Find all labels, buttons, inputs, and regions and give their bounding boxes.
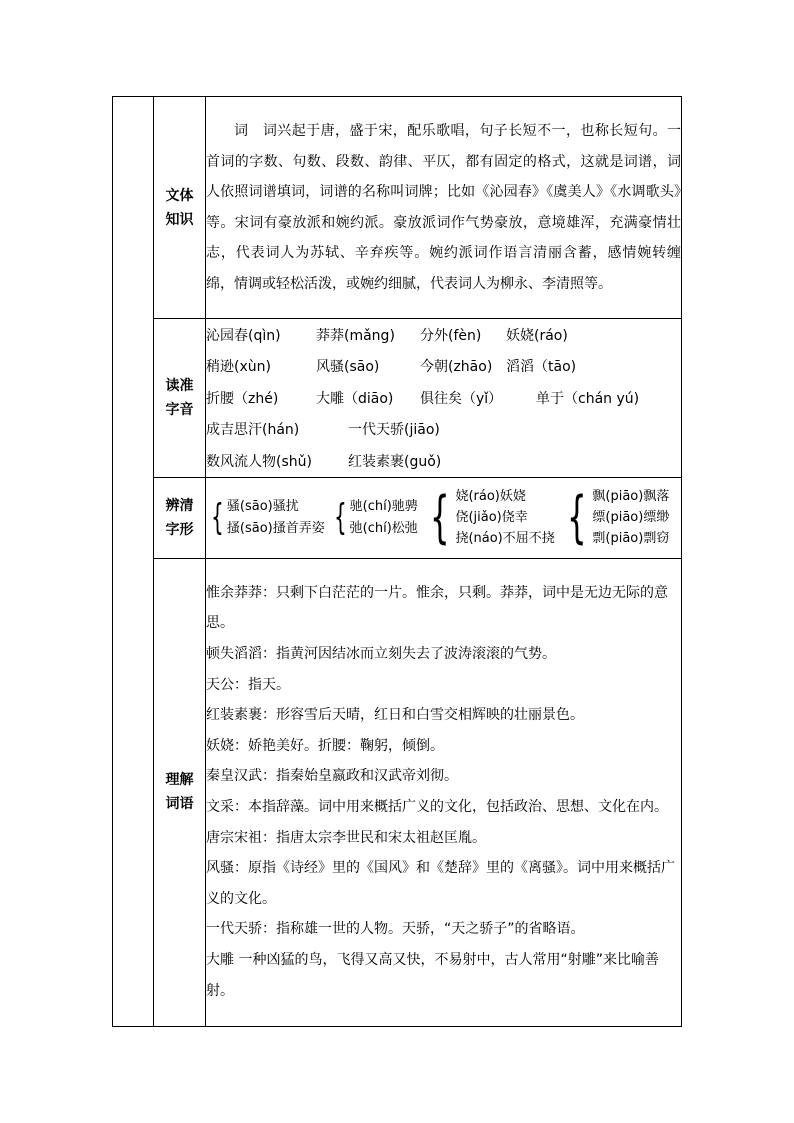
- left-brace-icon: {: [333, 496, 347, 538]
- glyph-group: [559, 486, 670, 549]
- glyph-item: 挠(náo)不屈不挠: [455, 531, 555, 546]
- glyph-group: [329, 496, 418, 540]
- definition-entry: 秦皇汉武：指秦始皇嬴政和汉武帝刘彻。: [206, 768, 458, 785]
- glyph-item: 侥(jiǎo)侥幸: [455, 510, 528, 525]
- pron-item: 风骚(sāo): [316, 359, 380, 376]
- heading-line: 理解: [165, 772, 194, 788]
- definition-entry: 大雕 一种凶猛的鸟，飞得又高又快，不易射中，古人常用“射雕”来比喻善射。: [206, 951, 659, 999]
- left-brace-icon: {: [429, 484, 450, 550]
- definition-entry: 妖娆：娇艳美好。折腰：鞠躬，倾倒。: [206, 737, 444, 754]
- heading-line: 读准: [165, 377, 194, 394]
- pron-item: 妖娆(ráo): [506, 327, 568, 344]
- pron-item: 大雕（diāo): [316, 390, 394, 407]
- margin-column: [113, 97, 154, 1027]
- heading-line: 知识: [165, 211, 194, 228]
- pron-item: 分外(fèn): [420, 327, 482, 344]
- pron-item: 单于（chán yú): [536, 390, 640, 407]
- glyph-cell: [206, 477, 682, 558]
- definition-entry: 文采：本指辞藻。词中用来概括广义的文化，包括政治、思想、文化在内。: [206, 799, 668, 815]
- glyph-item: 驰(chí)驰骋: [349, 498, 418, 514]
- pron-line: [206, 382, 681, 414]
- definition-entry: 惟余莽莽：只剩下白茫茫的一片。惟余，只剩。莽莽，词中是无边无际的意思。: [206, 584, 668, 632]
- pronunciation-cell: [206, 319, 682, 478]
- pron-item: 折腰（zhé): [206, 390, 279, 407]
- definition-entry: 唐宗宋祖：指唐太宗李世民和宋太祖赵匡胤。: [206, 829, 486, 846]
- glyph-item: 剽(piāo)剽窃: [592, 531, 670, 546]
- glyph-item: 弛(chí)松弛: [349, 520, 418, 536]
- heading-line: 词语: [165, 796, 194, 812]
- definition-entry: 红装素裹：形容雪后天晴，红日和白雪交相辉映的壮丽景色。: [206, 707, 584, 724]
- glyph-item: 骚(sāo)骚扰: [226, 498, 299, 514]
- pron-item: 数风流人物(shǔ): [206, 453, 312, 470]
- study-table: [112, 96, 682, 1027]
- pron-item: 俱往矣（yǐ）: [420, 390, 503, 407]
- heading-line: 文体: [165, 187, 194, 204]
- glyph-item: 搔(sāo)搔首弄姿: [226, 520, 325, 536]
- left-brace-icon: {: [566, 484, 587, 550]
- left-brace-icon: {: [211, 496, 224, 538]
- pron-line: [206, 414, 681, 446]
- vocabulary-cell: [206, 558, 682, 1026]
- glyph-group: [206, 496, 325, 540]
- pron-item: 红装素裹(guǒ): [348, 453, 442, 470]
- pron-line: [206, 351, 681, 383]
- definition-entry: 一代天骄：指称雄一世的人物。天骄，“天之骄子”的省略语。: [206, 921, 585, 938]
- glyph-item: 飘(piāo)飘落: [592, 489, 670, 504]
- row-heading: [154, 319, 206, 478]
- glyph-group: [422, 486, 555, 549]
- definition-entry: 风骚：原指《诗经》里的《国风》和《楚辞》里的《离骚》。词中用来概括广义的文化。: [206, 860, 675, 907]
- glyph-item: 娆(ráo)妖娆: [455, 489, 526, 504]
- row-heading: [154, 477, 206, 558]
- pron-item: 一代天骄(jiāo): [348, 422, 440, 439]
- pron-item: 滔滔（tāo): [506, 359, 577, 376]
- row-glyph-distinction: [113, 477, 682, 558]
- definition-entry: 顿失滔滔：指黄河因结冰而立刻失去了波涛滚滚的气势。: [206, 646, 556, 663]
- pron-item: 沁园春(qìn): [206, 327, 281, 344]
- glyph-item: 缥(piāo)缥缈: [592, 510, 670, 525]
- heading-line: 字音: [165, 401, 194, 418]
- heading-line: 辨清: [165, 497, 194, 514]
- row-heading: [154, 558, 206, 1026]
- row-heading: [154, 97, 206, 319]
- genre-text-cell: [206, 97, 682, 319]
- heading-line: 字形: [165, 521, 194, 538]
- pron-item: 稍逊(xùn): [206, 359, 271, 376]
- definition-entry: 天公：指天。: [206, 676, 290, 693]
- row-vocabulary: [113, 558, 682, 1026]
- genre-paragraph: 词 词兴起于唐，盛于宋，配乐歌唱，句子长短不一，也称长短句。一首词的字数、句数、段数、韵律、平仄，都有固定的格式，这就是词谱，词人依照词谱填词，词谱的名称叫词牌；比如《沁园春》《虞美人》《水调歌头》等。宋词有豪放派和婉约派。豪放派词作气势豪放，意境雄浑，充满豪情壮志，代表词人为苏轼、辛弃疾等。婉约派词作语言清丽含蓄，感情婉转缠绵，情调或轻松活泼，或婉约细腻，代表词人为柳永、李清照等。: [206, 123, 681, 292]
- glyph-groups: [206, 484, 681, 552]
- pron-line: [206, 445, 681, 477]
- row-pronunciation: [113, 319, 682, 478]
- pron-line: [206, 319, 681, 351]
- row-genre-knowledge: [113, 97, 682, 319]
- pron-item: 今朝(zhāo): [420, 359, 493, 376]
- pron-item: 莽莽(mǎng): [316, 327, 395, 344]
- pron-item: 成吉思汗(hán): [206, 422, 300, 439]
